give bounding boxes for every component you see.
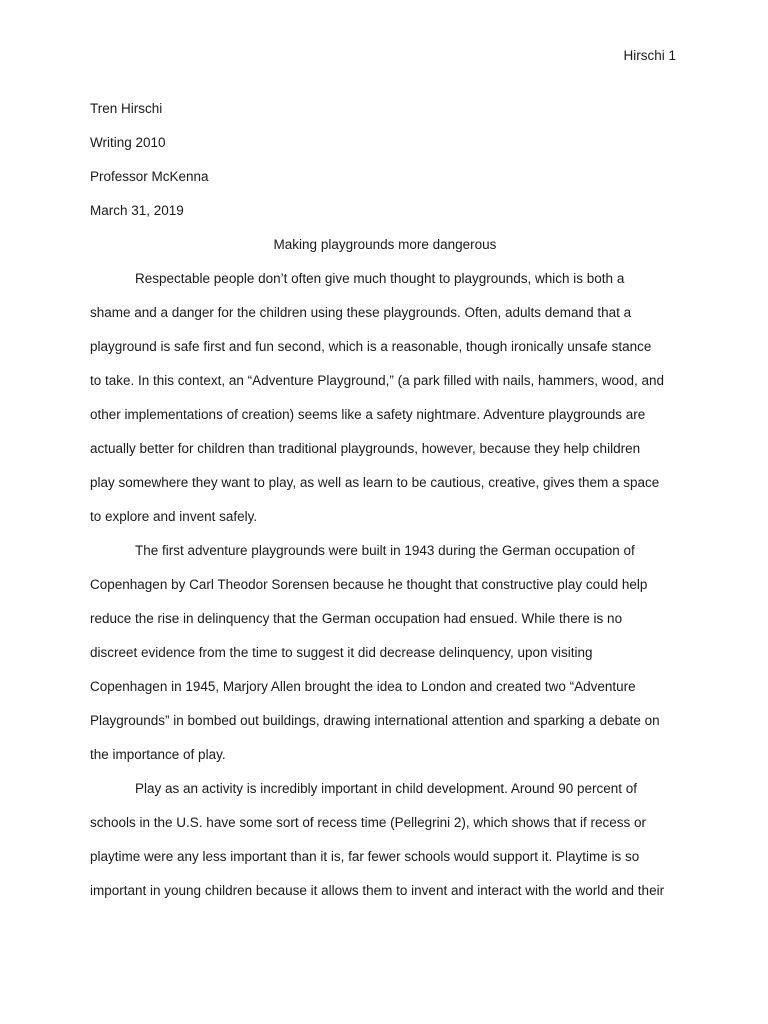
paragraph-line: Playgrounds” in bombed out buildings, drawing international attention and sparking a debate on	[90, 713, 660, 728]
paragraph-line: shame and a danger for the children using these playgrounds. Often, adults demand that a	[90, 305, 632, 320]
paragraph-2	[90, 534, 680, 772]
paragraph-line: other implementations of creation) seems like a safety nightmare. Adventure playgrounds are	[90, 407, 646, 422]
paragraph-3	[90, 772, 680, 908]
paragraph-line: The first adventure playgrounds were built in 1943 during the German occupation of	[135, 543, 635, 558]
paragraph-line: Copenhagen in 1945, Marjory Allen brought the idea to London and created two “Adventure	[90, 679, 636, 694]
professor-name: Professor McKenna	[90, 169, 209, 184]
paragraph-line: to explore and invent safely.	[90, 509, 258, 524]
paragraph-line: Copenhagen by Carl Theodor Sorensen because he thought that constructive play could help	[90, 577, 648, 592]
paragraph-line: actually better for children than traditional playgrounds, however, because they help children	[90, 441, 641, 456]
essay-body	[90, 92, 680, 908]
paragraph-line: playtime were any less important than it is, far fewer schools would support it. Playtime is so	[90, 849, 640, 864]
essay-date: March 31, 2019	[90, 203, 184, 218]
paragraph-line: play somewhere they want to play, as well as learn to be cautious, creative, gives them a space	[90, 475, 660, 490]
paragraph-line: the importance of play.	[90, 747, 226, 762]
essay-title: Making playgrounds more dangerous	[273, 237, 497, 252]
paragraph-line: to take. In this context, an “Adventure Playground,” (a park filled with nails, hammers, wood, and	[90, 373, 665, 388]
course-name: Writing 2010	[90, 135, 166, 150]
running-head: Hirschi 1	[623, 48, 676, 63]
paragraph-line: Respectable people don’t often give much thought to playgrounds, which is both a	[135, 271, 625, 286]
paragraph-line: schools in the U.S. have some sort of recess time (Pellegrini 2), which shows that if recess or	[90, 815, 646, 830]
paragraph-1	[90, 262, 680, 534]
paragraph-line: important in young children because it allows them to invent and interact with the world and their	[90, 883, 665, 898]
paragraph-line: Play as an activity is incredibly important in child development. Around 90 percent of	[135, 781, 638, 796]
paragraph-line: discreet evidence from the time to suggest it did decrease delinquency, upon visiting	[90, 645, 593, 660]
paragraph-line: playground is safe first and fun second, which is a reasonable, though ironically unsafe stance	[90, 339, 652, 354]
paragraph-line: reduce the rise in delinquency that the German occupation had ensued. While there is no	[90, 611, 623, 626]
author-name: Tren Hirschi	[90, 101, 163, 116]
